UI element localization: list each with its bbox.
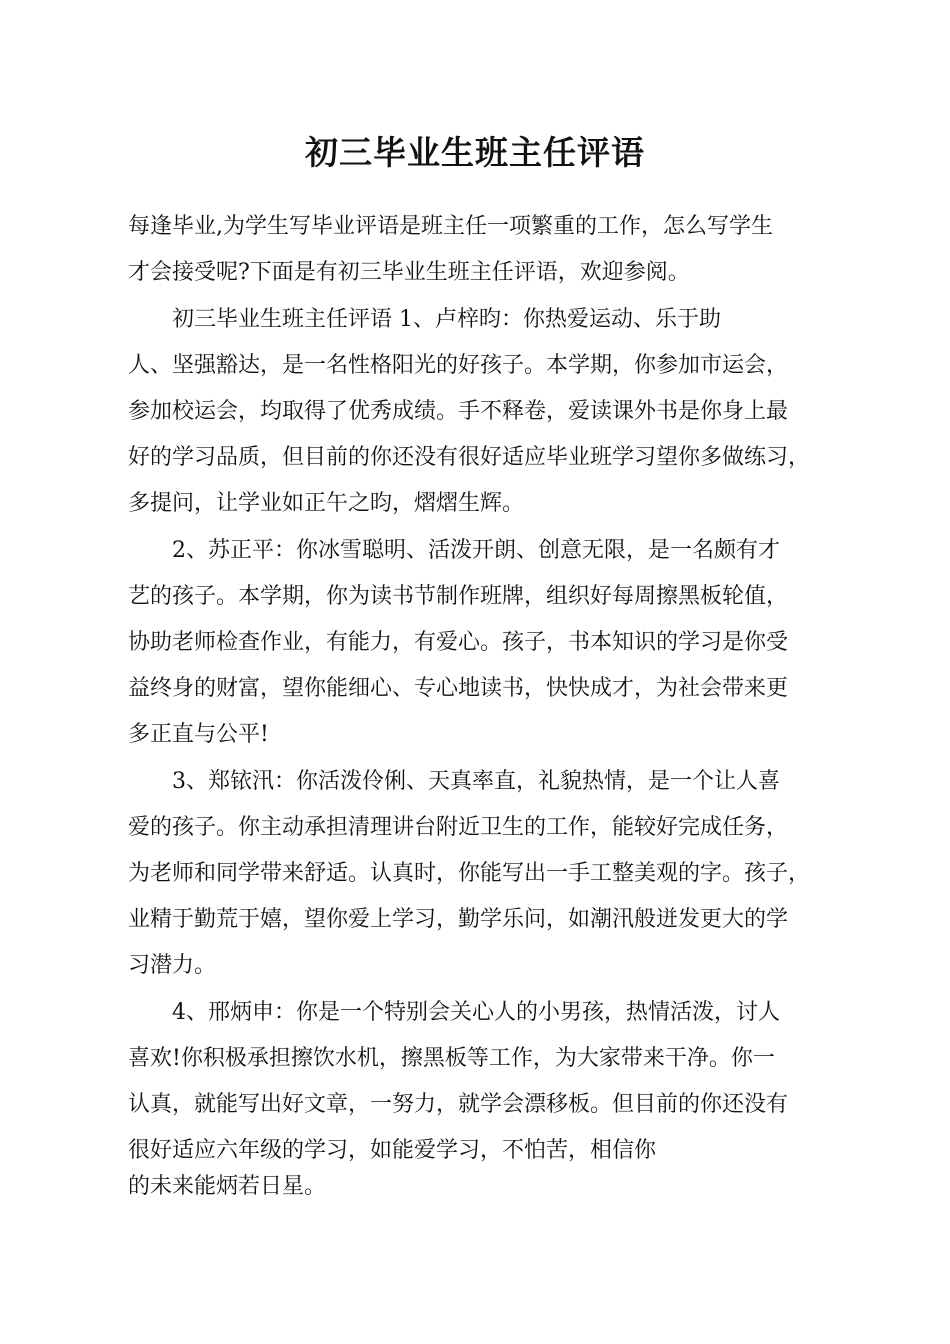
text-line: 爱的孩子。你主动承担清理讲台附近卫生的工作，能较好完成任务，: [128, 815, 789, 840]
text-line: 才会接受呢?下面是有初三毕业生班主任评语，欢迎参阅。: [128, 260, 690, 285]
text-line: 益终身的财富，望你能细心、专心地读书，快快成才，为社会带来更: [128, 676, 789, 701]
text-line: 协助老师检查作业，有能力，有爱心。孩子，书本知识的学习是你受: [128, 630, 789, 655]
text-line: 认真，就能写出好文章，一努力，就学会漂移板。但目前的你还没有: [128, 1092, 789, 1117]
text-line: 初三毕业生班主任评语 1、卢梓昀：你热爱运动、乐于助: [172, 307, 721, 332]
text-line: 很好适应六年级的学习，如能爱学习，不怕苦，相信你: [128, 1138, 657, 1163]
text-line: 艺的孩子。本学期，你为读书节制作班牌，组织好每周擦黑板轮值，: [128, 584, 789, 609]
text-line: 4、邢炳申：你是一个特别会关心人的小男孩，热情活泼，讨人: [172, 1000, 780, 1025]
text-line: 每逢毕业,为学生写毕业评语是班主任一项繁重的工作，怎么写学生: [128, 214, 773, 239]
text-line: 人、坚强豁达，是一名性格阳光的好孩子。本学期，你参加市运会，: [128, 353, 789, 378]
text-line: 2、苏正平：你冰雪聪明、活泼开朗、创意无限，是一名颇有才: [172, 538, 780, 563]
text-line: 喜欢!你积极承担擦饮水机，擦黑板等工作，为大家带来干净。你一: [128, 1046, 775, 1071]
text-line: 多提问，让学业如正午之昀，熠熠生辉。: [128, 491, 525, 516]
text-line: 多正直与公平!: [128, 722, 269, 747]
text-line: 3、郑铱汛：你活泼伶俐、天真率直，礼貌热情，是一个让人喜: [172, 769, 780, 794]
document-title: 初三毕业生班主任评语: [305, 133, 645, 172]
text-line: 业精于勤荒于嬉，望你爱上学习，勤学乐问，如潮汛般迸发更大的学: [128, 907, 789, 932]
text-line: 好的学习品质，但目前的你还没有很好适应毕业班学习望你多做练习，: [128, 445, 811, 470]
text-line: 习潜力。: [128, 953, 217, 978]
text-line: 的未来能炳若日星。: [128, 1174, 327, 1199]
text-line: 为老师和同学带来舒适。认真时，你能写出一手工整美观的字。孩子，: [128, 861, 811, 886]
text-line: 参加校运会，均取得了优秀成绩。手不释卷，爱读课外书是你身上最: [128, 399, 789, 424]
